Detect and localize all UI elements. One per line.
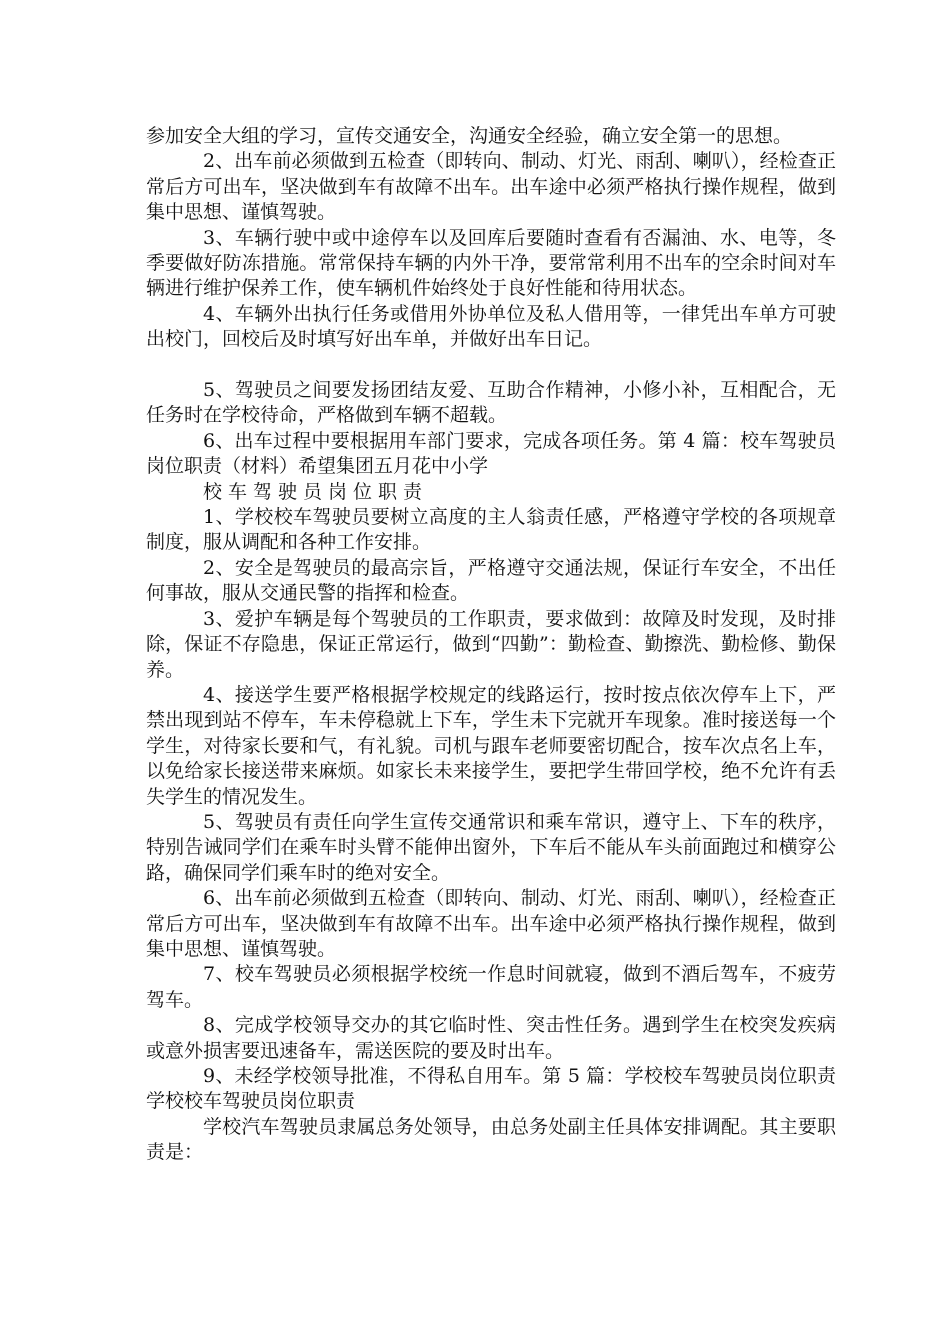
paragraph-item-5: 5、驾驶员之间要发扬团结友爱、互助合作精神，小修小补，互相配合，无任务时在学校待命，严格做到车辆不超载。 — [146, 379, 836, 427]
duty-item-5: 5、驾驶员有责任向学生宣传交通常识和乘车常识，遵守上、下车的秩序，特别告诫同学们在乘车时头臂不能伸出窗外，下车后不能从车头前面跑过和横穿公路，确保同学们乘车时的绝对安全。 — [146, 810, 836, 884]
duty-item-3: 3、爱护车辆是每个驾驶员的工作职责，要求做到：故障及时发现，及时排除，保证不存隐患，保证正常运行，做到“四勤”：勤检查、勤擦洗、勤检修、勤保养。 — [146, 607, 836, 681]
duty-item-7: 7、校车驾驶员必须根据学校统一作息时间就寝，做到不酒后驾车，不疲劳 驾车。 — [146, 963, 836, 1011]
blank-line — [146, 353, 836, 378]
duty-item-2: 2、安全是驾驶员的最高宗旨，严格遵守交通法规，保证行车安全，不出任何事故，服从交通民警的指挥和检查。 — [146, 556, 836, 605]
paragraph-item-2: 2、出车前必须做到五检查（即转向、制动、灯光、雨刮、喇叭），经检查正常后方可出车，坚决做到车有故障不出车。出车途中必须严格执行操作规程，做到集中思想、谨慎驾驶。 — [146, 150, 836, 224]
paragraph-section-5-intro: 学校汽车驾驶员隶属总务处领导，由总务处副主任具体安排调配。其主要职责是： — [146, 1115, 836, 1164]
section-heading: 校车驾驶员岗位职责 — [203, 480, 429, 503]
duty-item-4: 4、接送学生要严格根据学校规定的线路运行，按时按点依次停车上下，严禁出现到站不停车，车未停稳就上下车，学生未下完就开车现象。准时接送每一个学生，对待家长要和气，有礼貌。司机与跟车老师要密切配合，按车次点名上车，以免给家长接送带来麻烦。如家长未来接学生，要把学生带回学校，绝不允许有丢失学生的情况发生。 — [146, 683, 836, 808]
paragraph-item-6: 6、出车过程中要根据用车部门要求，完成各项任务。第 4 篇：校车驾驶员岗位职责（材料）希望集团五月花中小学 — [146, 429, 836, 478]
duty-item-6: 6、出车前必须做到五检查（即转向、制动、灯光、雨刮、喇叭），经检查正常后方可出车，坚决做到车有故障不出车。出车途中必须严格执行操作规程，做到集中思想、谨慎驾驶。 — [146, 887, 836, 960]
duty-item-1: 1、学校校车驾驶员要树立高度的主人翁责任感，严格遵守学校的各项规章制度，服从调配和各种工作安排。 — [146, 506, 836, 554]
paragraph-item-3: 3、车辆行驶中或中途停车以及回库后要随时查看有否漏油、水、电等，冬季要做好防冻措施。常常保持车辆的内外干净，要常常利用不出车的空余时间对车辆进行维护保养工作，使车辆机件始终处于良好性能和待用状态。 — [146, 226, 836, 300]
paragraph-intro: 参加安全大组的学习，宣传交通安全，沟通安全经验，确立安全第一的思想。 — [146, 125, 793, 147]
paragraph-item-4: 4、车辆外出执行任务或借用外协单位及私人借用等，一律凭出车单方可驶出校门，回校后及时填写好出车单，并做好出车日记。 — [146, 302, 836, 351]
duty-item-8: 8、完成学校领导交办的其它临时性、突击性任务。遇到学生在校突发疾病 或意外损害要迅速备车，需送医院的要及时出车。 — [146, 1014, 836, 1062]
document-body — [146, 124, 836, 1166]
duty-item-9: 9、未经学校领导批准，不得私自用车。第 5 篇：学校校车驾驶员岗位职责学校校车驾驶员岗位职责 — [146, 1065, 836, 1113]
